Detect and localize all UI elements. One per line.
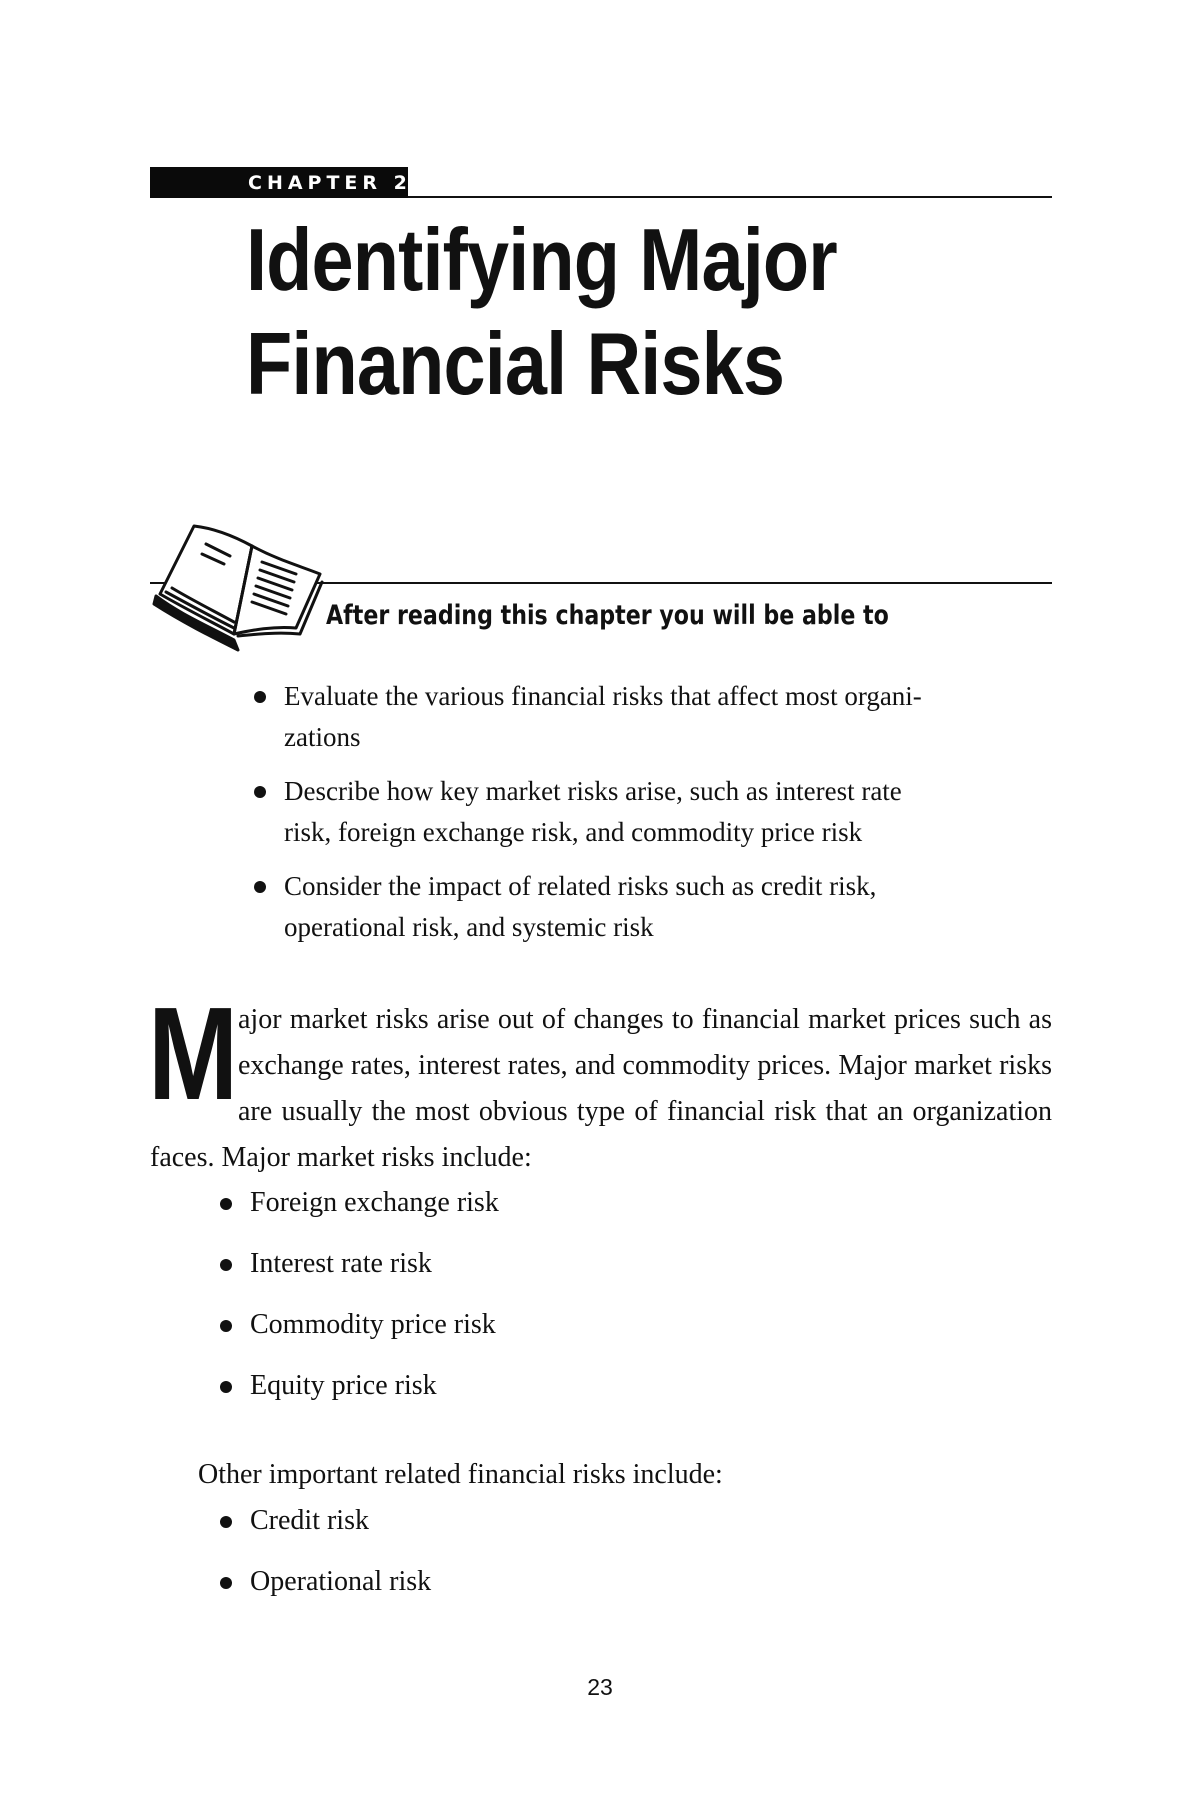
page-number: 23	[587, 1674, 613, 1700]
bullet-icon	[220, 1577, 232, 1589]
chapter-title-line-1: Identifying Major	[246, 210, 837, 309]
list-item: Commodity price risk	[218, 1305, 499, 1345]
bullet-icon	[254, 786, 266, 798]
chapter-header-rule	[408, 196, 1052, 198]
drop-cap: M	[148, 980, 239, 1127]
market-risks-list	[218, 1183, 499, 1427]
chapter-label: CHAPTER 2	[248, 172, 412, 194]
bullet-icon	[220, 1516, 232, 1528]
bullet-icon	[220, 1320, 232, 1332]
list-item: Equity price risk	[218, 1366, 499, 1406]
list-item: Describe how key market risks arise, such as interest rate risk, foreign exchange risk, and commodity price risk	[252, 771, 1032, 853]
list-item: Consider the impact of related risks such as credit risk, operational risk, and systemic risk	[252, 866, 1032, 948]
list-item: Interest rate risk	[218, 1244, 499, 1284]
chapter-title-line-2: Financial Risks	[246, 314, 785, 413]
bullet-icon	[220, 1381, 232, 1393]
open-book-icon	[150, 522, 325, 657]
objectives-list	[252, 676, 1032, 961]
objectives-heading: After reading this chapter you will be able to	[326, 600, 889, 631]
list-item: Evaluate the various financial risks that affect most organi- zations	[252, 676, 1032, 758]
bullet-icon	[254, 881, 266, 893]
related-risks-intro: Other important related financial risks include:	[198, 1459, 723, 1490]
list-item: Foreign exchange risk	[218, 1183, 499, 1223]
bullet-icon	[220, 1198, 232, 1210]
intro-paragraph	[148, 980, 1052, 1181]
bullet-icon	[254, 691, 266, 703]
related-risks-list	[218, 1501, 431, 1623]
chapter-title	[246, 208, 837, 416]
bullet-icon	[220, 1259, 232, 1271]
list-item: Operational risk	[218, 1562, 431, 1602]
list-item: Credit risk	[218, 1501, 431, 1541]
intro-paragraph-text: ajor market risks arise out of changes to financial market prices such as exchange rates, interest rates, and commodity prices. Major market risks are usually the most obvious type of financial risk that an organization faces. Major market risks include:	[150, 1004, 1052, 1173]
